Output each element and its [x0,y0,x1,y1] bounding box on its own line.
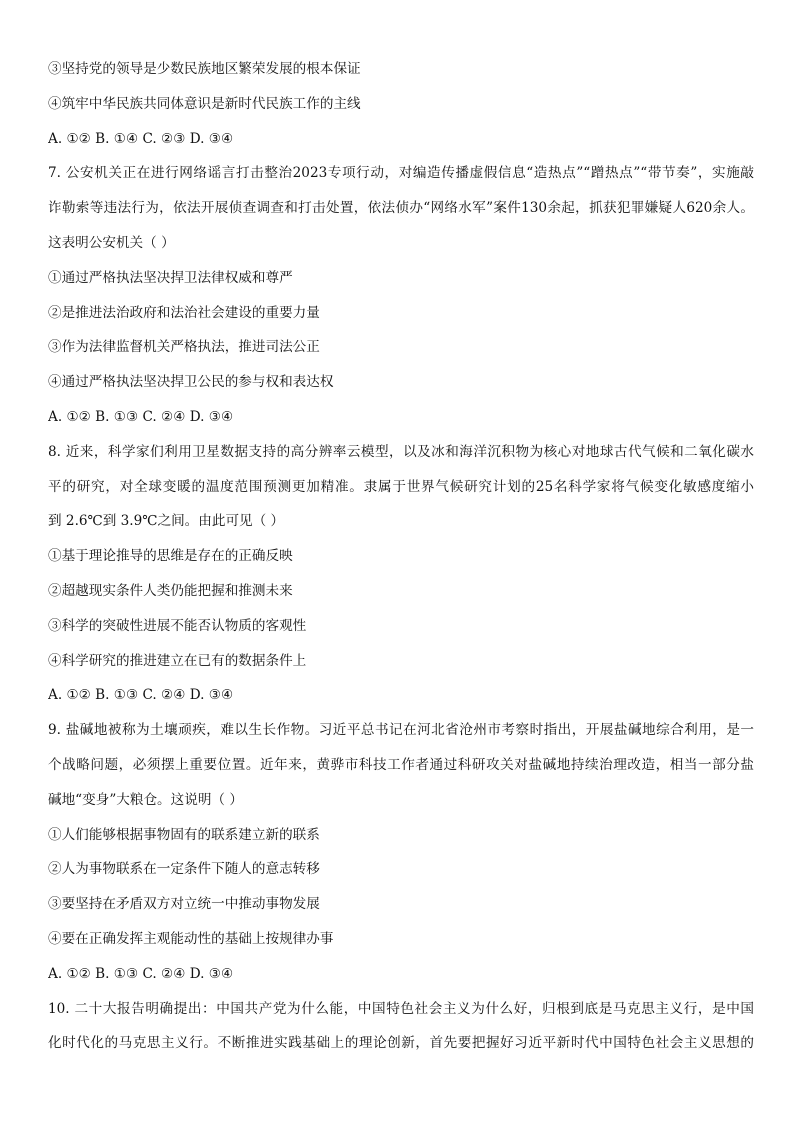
q9-statement-3: ③要坚持在矛盾双方对立统一中推动事物发展 [48,896,320,913]
question-8-stem-line-1: 8. 近来，科学家们利用卫星数据支持的高分辨率云模型，以及冰和海洋沉积物为核心对地球古代气候和二氧化碳水 [48,443,754,460]
answer-choices-q7: A. ①② B. ①③ C. ②④ D. ③④ [48,408,234,425]
q8-statement-1: ①基于理论推导的思维是存在的正确反映 [48,548,293,565]
question-8-stem-line-3: 到 2.6℃到 3.9℃之间。由此可见（ ） [48,513,285,530]
answer-choices-q6: A. ①② B. ①④ C. ②③ D. ③④ [48,130,234,147]
question-7-stem-line-2: 诈勒索等违法行为，依法开展侦查调查和打击处置，依法侦办“网络水军”案件130余起，抓获犯罪嫌疑人620余人。 [48,200,754,217]
answer-choices-q8: A. ①② B. ①③ C. ②④ D. ③④ [48,687,234,704]
question-10-stem-line-1: 10. 二十大报告明确提出：中国共产党为什么能，中国特色社会主义为什么好，归根到底是马克思主义行，是中国 [48,1000,754,1017]
question-9-stem-line-1: 9. 盐碱地被称为土壤顽疾，难以生长作物。习近平总书记在河北省沧州市考察时指出，开展盐碱地综合利用，是一 [48,722,754,739]
exam-page [48,52,754,1061]
question-10-stem-line-2: 化时代化的马克思主义行。不断推进实践基础上的理论创新，首先要把握好习近平新时代中国特色社会主义思想的 [48,1035,754,1052]
option-statement-3: ③坚持党的领导是少数民族地区繁荣发展的根本保证 [48,61,361,77]
option-statement-4: ④筑牢中华民族共同体意识是新时代民族工作的主线 [48,95,361,112]
question-7-stem-line-1: 7. 公安机关正在进行网络谣言打击整治2023专项行动，对编造传播虚假信息“造热点”“蹭热点”“带节奏”，实施敲 [48,165,754,182]
q7-statement-1: ①通过严格执法坚决捍卫法律权威和尊严 [48,269,293,286]
question-8-stem-line-2: 平的研究，对全球变暖的温度范围预测更加精准。隶属于世界气候研究计划的25名科学家将气候变化敏感度缩小 [48,478,754,495]
q9-statement-1: ①人们能够根据事物固有的联系建立新的联系 [48,826,320,843]
question-7-stem-line-3: 这表明公安机关（ ） [48,234,175,251]
q7-statement-4: ④通过严格执法坚决捍卫公民的参与权和表达权 [48,374,334,391]
q8-statement-3: ③科学的突破性进展不能否认物质的客观性 [48,617,307,634]
question-9-stem-line-3: 碱地“变身”大粮仓。这说明（ ） [48,791,243,808]
q8-statement-4: ④科学研究的推进建立在已有的数据条件上 [48,652,307,669]
q9-statement-4: ④要在正确发挥主观能动性的基础上按规律办事 [48,930,334,947]
q7-statement-3: ③作为法律监督机关严格执法，推进司法公正 [48,339,320,356]
q7-statement-2: ②是推进法治政府和法治社会建设的重要力量 [48,304,320,321]
question-9-stem-line-2: 个战略问题，必须摆上重要位置。近年来，黄骅市科技工作者通过科研攻关对盐碱地持续治理改造，相当一部分盐 [48,756,754,773]
q8-statement-2: ②超越现实条件人类仍能把握和推测未来 [48,582,293,599]
q9-statement-2: ②人为事物联系在一定条件下随人的意志转移 [48,861,320,878]
answer-choices-q9: A. ①② B. ①③ C. ②④ D. ③④ [48,965,234,982]
